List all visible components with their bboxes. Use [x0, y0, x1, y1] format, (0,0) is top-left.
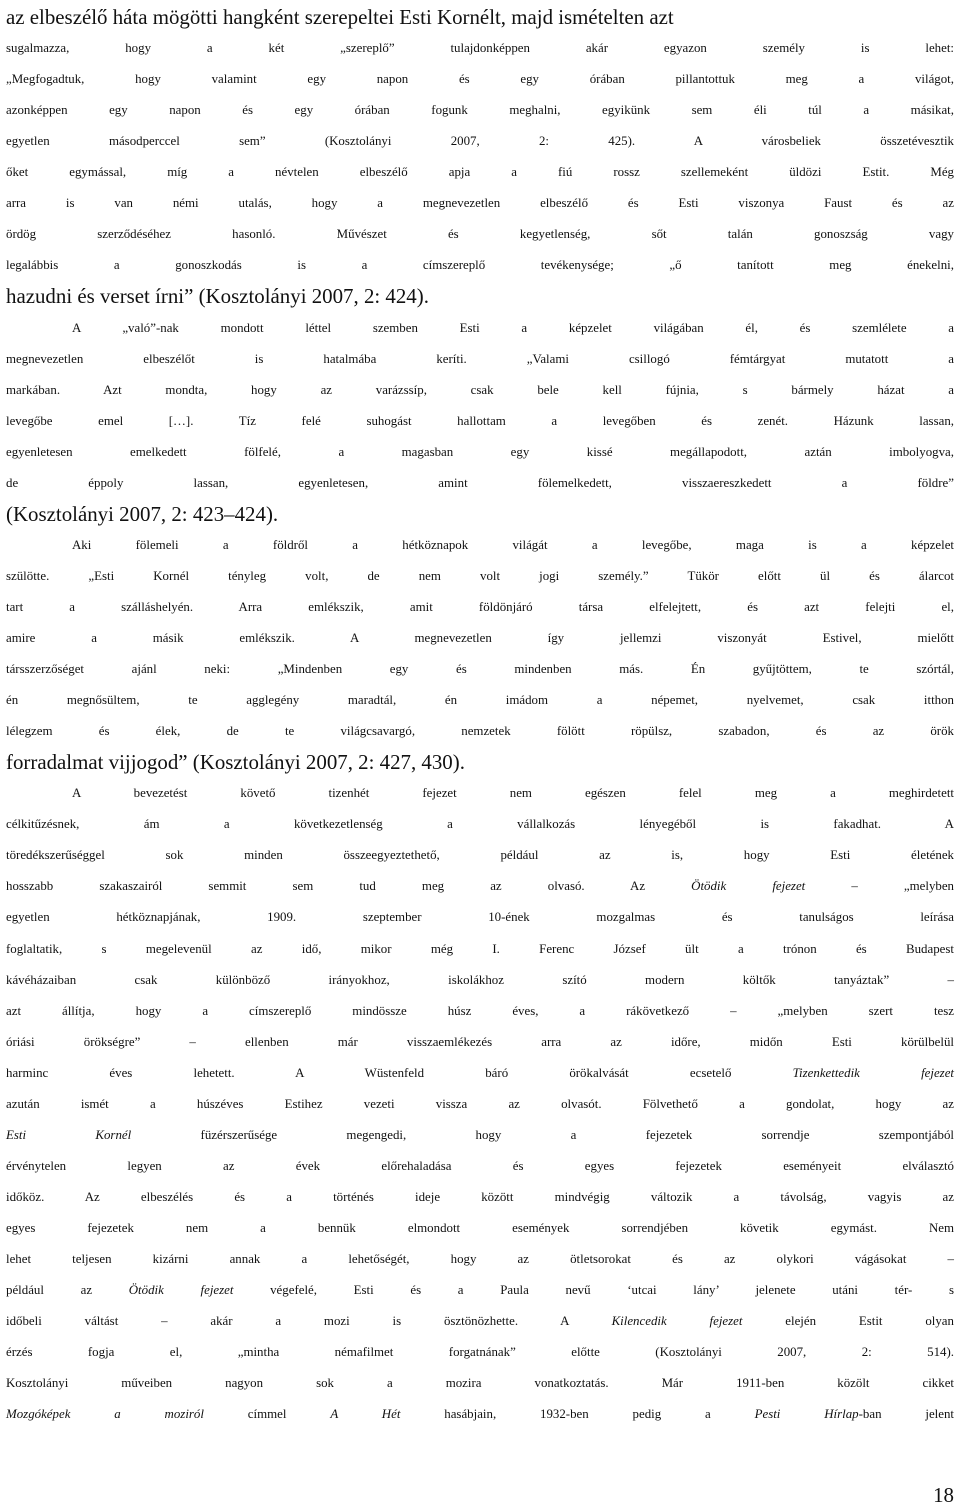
- line-text: hasábjain, 1932-ben pedig a: [400, 1407, 755, 1422]
- page-number: 18: [933, 1483, 954, 1507]
- line-text: egyetlen másodperccel sem” (Kosztolányi 2007, 2: 425). A városbeliek összetévesztik: [6, 134, 954, 149]
- text-line: [6, 2, 954, 33]
- text-line: [6, 1027, 954, 1058]
- line-text: egyenletesen emelkedett fölfelé, a magasban egy kissé megállapodott, aztán imbolyogva,: [6, 444, 954, 459]
- text-line: [6, 1399, 954, 1430]
- line-text: lélegzem és élek, de te világcsavargó, nemzetek fölött röpülsz, szabadon, és az örök: [6, 724, 954, 739]
- line-text: azután ismét a húszéves Estihez vezeti vissza az olvasót. Fölvethető a gondolat, hogy az: [6, 1096, 954, 1111]
- text-line: [6, 1058, 954, 1089]
- text-line: [6, 1368, 954, 1399]
- text-line: [6, 1120, 954, 1151]
- line-text: érzés fogja el, „mintha némafilmet forgatnának” előtte (Kosztolányi 2007, 2: 514).: [6, 1345, 954, 1360]
- text-line: [6, 871, 954, 902]
- line-text: foglaltatik, s megelevenül az idő, mikor még I. Ferenc József ült a trónon és Budapest: [6, 941, 954, 956]
- text-line: [6, 1182, 954, 1213]
- line-text: Aki fölemeli a földről a hétköznapok világát a levegőbe, maga is a képzelet: [72, 537, 954, 552]
- italic-title-text: Esti Kornél: [6, 1127, 132, 1142]
- line-text: kávéházaiban csak különböző irányokhoz, iskolákhoz szító modern költők tanyáztak” –: [6, 972, 954, 987]
- text-line: [6, 902, 954, 933]
- line-text: levegőbe emel […]. Tíz felé suhogást hallottam a levegőben és zenét. Házunk lassan,: [6, 413, 954, 428]
- text-line: [6, 1089, 954, 1120]
- italic-title-text: Ötödik fejezet: [128, 1283, 234, 1298]
- line-text: hazudni és verset írni” (Kosztolányi 2007, 2: 424).: [6, 284, 429, 309]
- line-text: érvénytelen legyen az évek előrehaladása és egyes fejezetek eseményeit elválasztó: [6, 1158, 954, 1173]
- line-text: markában. Azt mondta, hogy az varázssíp, csak bele kell fújnia, s bármely házat a: [6, 382, 954, 397]
- line-text: harminc éves lehetett. A Wüstenfeld báró örökalvását ecsetelő: [6, 1065, 793, 1080]
- line-text: – „melyben: [805, 879, 954, 894]
- line-text: időbeli váltást – akár a mozi is ösztönözhette. A: [6, 1314, 612, 1329]
- line-text: A „való”-nak mondott léttel szemben Esti a képzelet világában él, és szemlélete a: [72, 320, 954, 335]
- text-line: [6, 126, 954, 157]
- line-text: óriási örökségre” – ellenben már visszaemlékezés arra az időre, midőn Esti körülbelül: [6, 1034, 954, 1049]
- text-line: [6, 157, 954, 188]
- line-text: forradalmat vijjogod” (Kosztolányi 2007, 2: 427, 430).: [6, 750, 465, 775]
- text-line: [6, 623, 954, 654]
- text-line: [6, 1337, 954, 1368]
- line-text: füzérszerűsége megengedi, hogy a fejezetek sorrendje szempontjából: [131, 1127, 954, 1142]
- line-text: Kosztolányi műveiben nagyon sok a mozira vonatkoztatás. Már 1911-ben közölt cikket: [6, 1376, 954, 1391]
- italic-title-text: Kilencedik fejezet: [611, 1314, 743, 1329]
- text-line: [6, 468, 954, 499]
- text-line: [6, 437, 954, 468]
- line-text: célkitűzésnek, ám a következetlenség a vállalkozás lényegéből is fakadhat. A: [6, 817, 954, 832]
- text-line: [6, 188, 954, 219]
- line-text: például az: [6, 1283, 129, 1298]
- text-line: [6, 778, 954, 809]
- text-line: [6, 33, 954, 64]
- text-line: [6, 281, 954, 312]
- italic-title-text: Ötödik fejezet: [691, 879, 806, 894]
- line-text: de éppoly lassan, egyenletesen, amint fölemelkedett, visszaereszkedett a földre”: [6, 475, 954, 490]
- text-line: [6, 499, 954, 530]
- line-text: címmel: [203, 1407, 331, 1422]
- text-line: [6, 406, 954, 437]
- line-text: időköz. Az elbeszélés és a történés ideje között mindvégig változik a távolság, vagyis az: [6, 1189, 954, 1204]
- text-line: [6, 1213, 954, 1244]
- text-line: [6, 592, 954, 623]
- text-line: [6, 840, 954, 871]
- line-text: sugalmazza, hogy a két „szereplő” tulajdonképpen akár egyazon személy is lehet:: [6, 41, 954, 56]
- line-text: (Kosztolányi 2007, 2: 423–424).: [6, 501, 279, 526]
- text-line: [6, 313, 954, 344]
- text-line: [6, 934, 954, 965]
- text-line: [6, 561, 954, 592]
- text-line: [6, 654, 954, 685]
- text-line: [6, 685, 954, 716]
- line-text: az elbeszélő háta mögötti hangként szerepeltei Esti Kornélt, majd ismételten azt: [6, 5, 674, 29]
- line-text: ördög szerződéséhez hasonló. Művészet és kegyetlenség, sőt talán gonoszság vagy: [6, 227, 954, 242]
- line-text: azt állítja, hogy a címszereplő mindössze húsz éves, a rákövetkező – „melyben szert tesz: [6, 1003, 954, 1018]
- line-text: legalábbis a gonoszkodás is a címszereplő tevékenysége; „ő tanított meg énekelni,: [6, 258, 954, 273]
- italic-title-text: Pesti Hírlap: [754, 1407, 859, 1422]
- text-line: [6, 344, 954, 375]
- italic-title-text: Tizenkettedik fejezet: [792, 1065, 954, 1080]
- text-line: [6, 809, 954, 840]
- text-line: [6, 530, 954, 561]
- text-line: [6, 1244, 954, 1275]
- text-line: [6, 747, 954, 778]
- line-text: megnevezetlen elbeszélőt is hatalmába keríti. „Valami csillogó fémtárgyat mutatott a: [6, 351, 954, 366]
- line-text: egyes fejezetek nem a bennük elmondott események sorrendjében követik egymást. Nem: [6, 1220, 954, 1235]
- line-text: -ban jelent: [858, 1407, 954, 1422]
- line-text: A bevezetést követő tizenhét fejezet nem egészen felel meg a meghirdetett: [72, 786, 954, 801]
- italic-title-text: Mozgóképek a moziról: [6, 1407, 204, 1422]
- line-text: elején Estit olyan: [742, 1314, 954, 1329]
- text-line: [6, 64, 954, 95]
- text-line: [6, 219, 954, 250]
- line-text: töredékszerűséggel sok minden összeegyeztethető, például az is, hogy Esti életének: [6, 848, 954, 863]
- text-line: [6, 95, 954, 126]
- line-text: egyetlen hétköznapjának, 1909. szeptember 10-ének mozgalmas és tanulságos leírása: [6, 910, 954, 925]
- line-text: társszerzőséget ajánl neki: „Mindenben egy és mindenben más. Én gyűjtöttem, te szórtál,: [6, 662, 954, 677]
- text-line: [6, 965, 954, 996]
- italic-title-text: A Hét: [330, 1407, 401, 1422]
- line-text: szülötte. „Esti Kornél tényleg volt, de nem volt jogi személy.” Tükör előtt ül és álarcot: [6, 568, 954, 583]
- line-text: tart a szálláshelyén. Arra emlékszik, amit földönjáró társa elfelejtett, és azt felejti el,: [6, 599, 954, 614]
- line-text: lehet teljesen kizárni annak a lehetőségét, hogy az ötletsorokat és az olykori vágásokat –: [6, 1252, 954, 1266]
- line-text: amire a másik emlékszik. A megnevezetlen így jellemzi viszonyát Estivel, mielőtt: [6, 631, 954, 645]
- line-text: azonképpen egy napon és egy órában fogunk meghalni, egyikünk sem éli túl a másikat,: [6, 103, 954, 118]
- text-line: [6, 996, 954, 1027]
- text-line: [6, 716, 954, 747]
- line-text: „Megfogadtuk, hogy valamint egy napon és egy órában pillantottuk meg a világot,: [6, 72, 954, 87]
- text-line: [6, 1275, 954, 1306]
- line-text: én megnősültem, te agglegény maradtál, én imádom a népemet, nyelvemet, csak itthon: [6, 693, 954, 708]
- text-line: [6, 1306, 954, 1337]
- text-line: [6, 1151, 954, 1182]
- line-text: végefelé, Esti és a Paula nevű ‘utcai lány’ jelenete utáni tér- s: [233, 1283, 954, 1298]
- line-text: arra is van némi utalás, hogy a megnevezetlen elbeszélő és Esti viszonya Faust és az: [6, 196, 954, 211]
- line-text: őket egymással, míg a névtelen elbeszélő apja a fiú rossz szellemeként üldözi Estit. Még: [6, 165, 954, 180]
- text-line: [6, 375, 954, 406]
- text-line: [6, 250, 954, 281]
- line-text: hosszabb szakaszairól semmit sem tud meg az olvasó. Az: [6, 879, 692, 894]
